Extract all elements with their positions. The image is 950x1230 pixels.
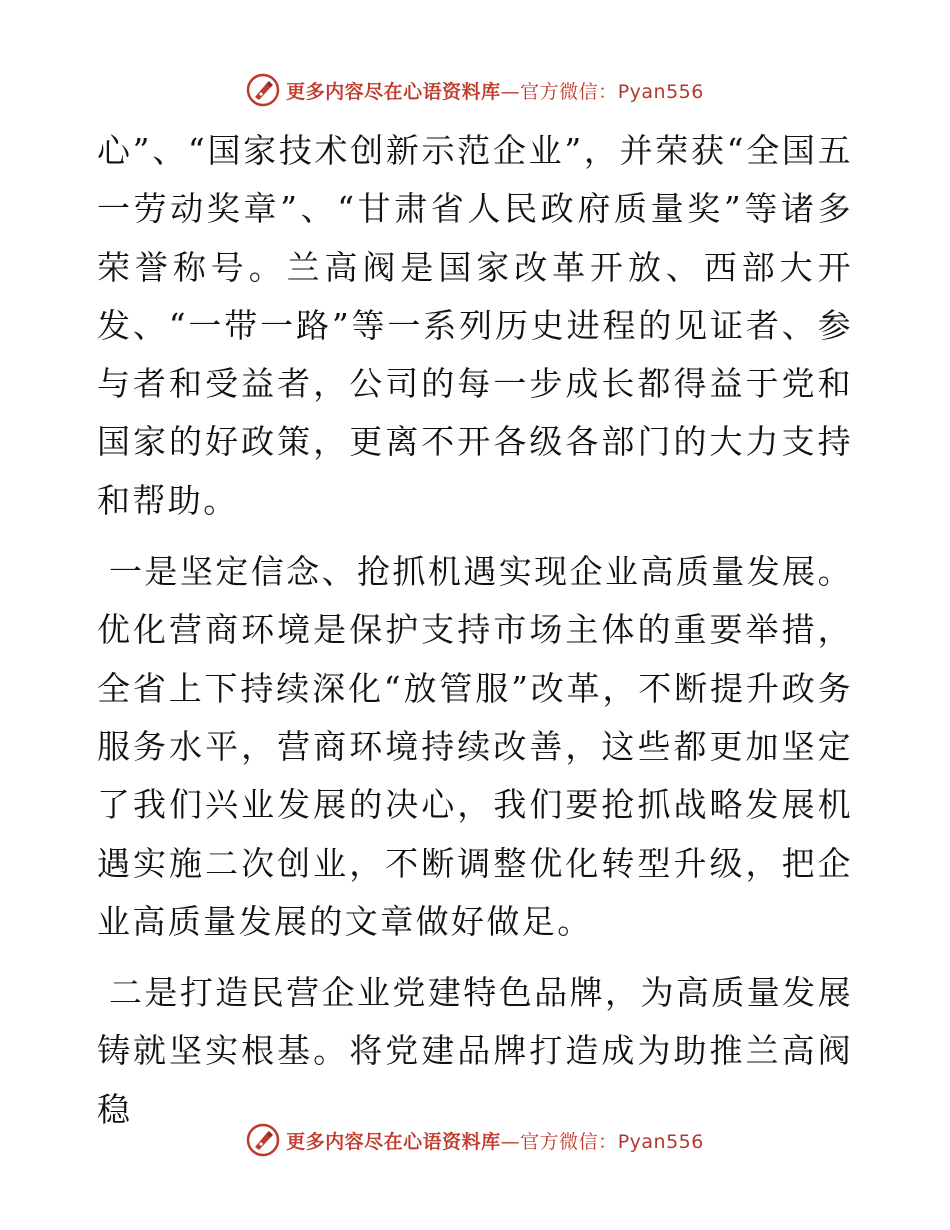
watermark-wechat-id: Pyan556 — [617, 1130, 704, 1153]
document-body — [97, 122, 853, 1139]
watermark-secondary-text: 官方微信： — [520, 1130, 618, 1153]
pen-nib-seal-icon — [246, 1123, 280, 1157]
paragraph-point-one: 一是坚定信念、抢抓机遇实现企业高质量发展。优化营商环境是保护支持市场主体的重要举措，全省上下持续深化“放管服”改革，不断提升政务服务水平，营商环境持续改善，这些都更加坚定了我们兴业发展的决心，我们要抢抓战略发展机遇实施二次创业，不断调整优化转型升级，把企业高质量发展的文章做好做足。 — [97, 552, 853, 941]
watermark-separator: — — [500, 1130, 521, 1153]
footer-watermark — [0, 1120, 950, 1160]
watermark-separator: — — [500, 80, 521, 103]
watermark-wechat-id: Pyan556 — [617, 80, 704, 103]
header-watermark — [0, 70, 950, 110]
watermark-main-text: 更多内容尽在心语资料库 — [286, 1130, 501, 1153]
watermark-secondary-text: 官方微信： — [520, 80, 618, 103]
paragraph-honors: 心”、“国家技术创新示范企业”，并荣获“全国五一劳动奖章”、“甘肃省人民政府质量奖”等诸多荣誉称号。兰高阀是国家改革开放、西部大开发、“一带一路”等一系列历史进程的见证者、参与者和受益者，公司的每一步成长都得益于党和国家的好政策，更离不开各级各部门的大力支持和帮助。 — [97, 131, 853, 520]
watermark-text — [286, 1127, 704, 1154]
paragraph-point-two: 二是打造民营企业党建特色品牌，为高质量发展铸就坚实根基。将党建品牌打造成为助推兰高阀稳 — [97, 973, 853, 1129]
watermark-main-text: 更多内容尽在心语资料库 — [286, 80, 501, 103]
pen-nib-seal-icon — [246, 73, 280, 107]
watermark-text — [286, 77, 704, 104]
